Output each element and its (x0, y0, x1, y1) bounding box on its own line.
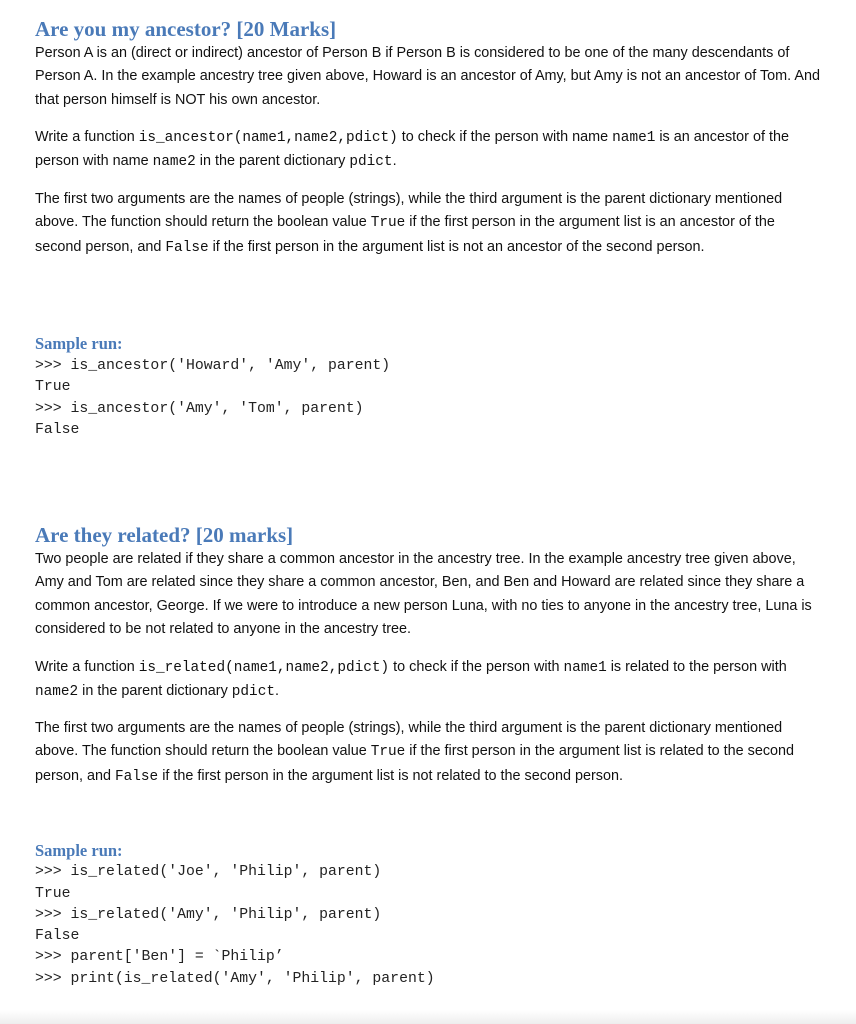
related-sample-line-6: >>> print(is_related('Amy', 'Philip', parent) (35, 971, 435, 987)
ancestor-sample-run-title: Sample run: (35, 334, 123, 353)
related-definition-paragraph: Two people are related if they share a common ancestor in the ancestry tree. In the example ancestry tree given above, Amy and Tom are related since they share a common ancestor, Ben, and Ben and Howard are related since they share a common ancestor, George. If we were to introduce a new person Luna, with no ties to anyone in the ancestry tree, Luna is considered to be not related to anyone in the ancestry tree. (35, 551, 812, 637)
section-heading-related: Are they related? [20 marks] (35, 523, 294, 547)
related-sample-run-title: Sample run: (35, 841, 123, 860)
related-task-paragraph: Write a function is_related(name1,name2,pdict) to check if the person with name1 is related to the person with name2 in the parent dictionary pdict. (35, 659, 787, 701)
ancestor-definition-paragraph: Person A is an (direct or indirect) ancestor of Person B if Person B is considered to be one of the many descendants of Person A. In the example ancestry tree given above, Howard is an ancestor of Amy, but Amy is not an ancestor of Tom. And that person himself is NOT his own ancestor. (35, 45, 820, 108)
ancestor-task-paragraph: Write a function is_ancestor(name1,name2,pdict) to check if the person with name name1 is an ancestor of the person with name name2 in the parent dictionary pdict. (35, 129, 789, 171)
ancestor-sample-line-4: False (35, 422, 80, 438)
related-sample-line-5: >>> parent['Ben'] = `Philip’ (35, 949, 284, 965)
ancestor-arguments-paragraph: The first two arguments are the names of people (strings), while the third argument is the parent dictionary mentioned above. The function should return the boolean value True if the first person in the argument list is an ancestor of the second person, and False if the first person in the argument list is not an ancestor of the second person. (35, 191, 783, 256)
related-sample-line-2: True (35, 886, 71, 902)
ancestor-sample-line-3: >>> is_ancestor('Amy', 'Tom', parent) (35, 401, 364, 417)
related-sample-line-1: >>> is_related('Joe', 'Philip', parent) (35, 864, 382, 880)
related-sample-line-3: >>> is_related('Amy', 'Philip', parent) (35, 907, 382, 923)
related-sample-line-4: False (35, 928, 80, 944)
ancestor-sample-line-1: >>> is_ancestor('Howard', 'Amy', parent) (35, 358, 391, 374)
page-bottom-edge (0, 1010, 856, 1024)
ancestor-sample-line-2: True (35, 379, 71, 395)
related-arguments-paragraph: The first two arguments are the names of people (strings), while the third argument is the parent dictionary mentioned above. The function should return the boolean value True if the first person in the argument list is related to the second person, and False if the first person in the argument list is not related to the second person. (35, 720, 795, 785)
section-heading-ancestor: Are you my ancestor? [20 Marks] (35, 17, 337, 41)
